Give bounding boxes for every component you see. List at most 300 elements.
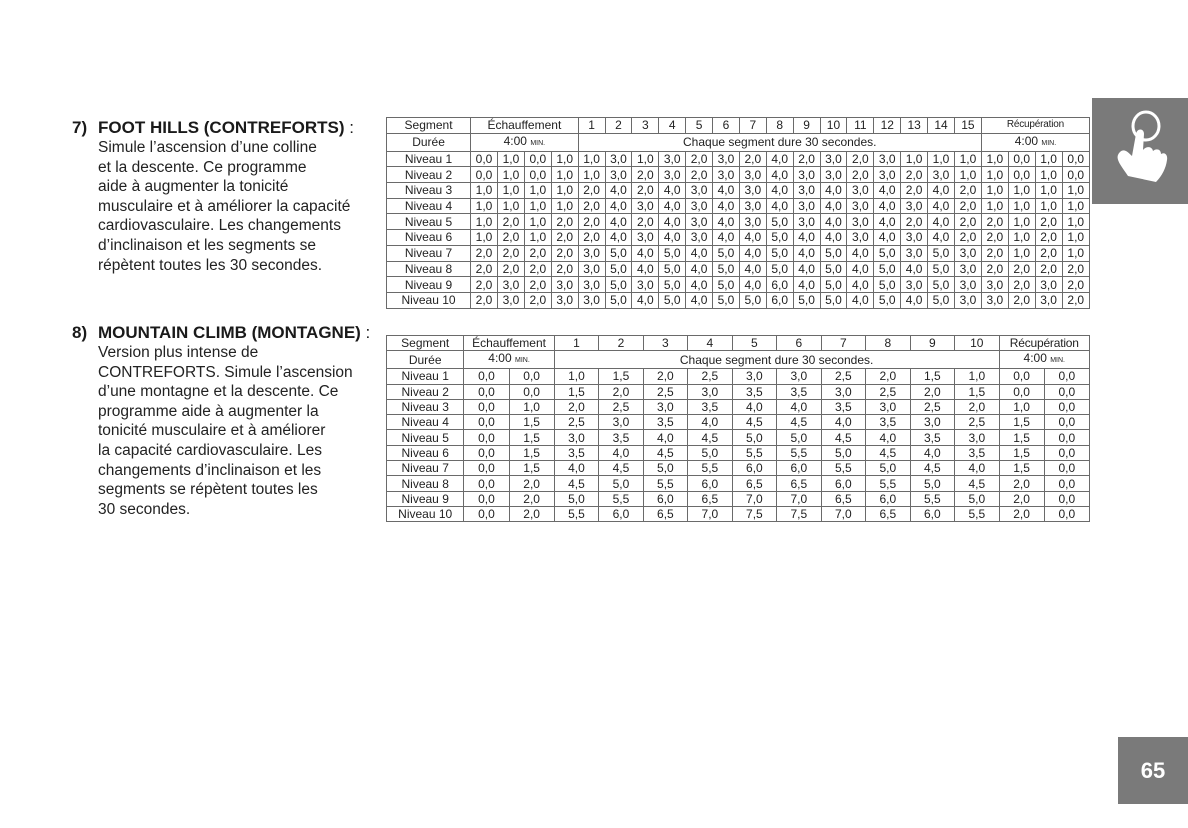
segment-incline: 3,0 [954,277,981,293]
segment-incline: 5,0 [793,292,820,308]
level-label: Niveau 10 [387,292,471,308]
segment-incline: 3,5 [866,415,910,430]
segment-incline: 7,5 [777,506,821,521]
page-number: 65 [1118,737,1188,804]
segment-incline: 5,0 [866,461,910,476]
segment-incline: 3,0 [955,430,999,445]
segment-incline: 3,0 [686,198,713,214]
segment-incline: 4,0 [605,183,632,199]
level-label: Niveau 5 [387,430,464,445]
warmup-incline: 0,0 [464,415,509,430]
level-label: Niveau 1 [387,151,471,167]
segment-incline: 2,0 [847,167,874,183]
level-row [387,476,1090,491]
segment-number: 11 [847,118,874,134]
segment-incline: 5,0 [605,245,632,261]
segment-incline: 4,0 [901,261,928,277]
segment-incline: 3,5 [599,430,643,445]
segment-incline: 5,0 [820,277,847,293]
cooldown-incline: 1,0 [1008,183,1035,199]
segment-incline: 3,0 [866,399,910,414]
cooldown-incline: 0,0 [1044,399,1089,414]
segment-incline: 3,0 [739,183,766,199]
cooldown-incline: 2,0 [999,491,1044,506]
segment-incline: 4,0 [874,214,901,230]
segment-incline: 4,0 [820,214,847,230]
warmup-duration [464,351,554,369]
segment-incline: 3,5 [821,399,865,414]
level-row [387,167,1090,183]
warmup-incline: 1,0 [524,214,551,230]
segment-incline: 3,0 [578,261,605,277]
description-line: segments se répètent toutes les [98,481,318,499]
cooldown-incline: 2,0 [981,214,1008,230]
program-number: 7) [72,118,88,137]
warmup-header: Échauffement [471,118,579,134]
warmup-incline: 1,0 [551,198,578,214]
segment-incline: 6,0 [777,461,821,476]
duration-unit: MIN. [530,139,546,147]
level-row [387,183,1090,199]
segment-incline: 3,0 [793,167,820,183]
segment-incline: 3,0 [599,415,643,430]
segment-incline: 3,0 [605,167,632,183]
cooldown-incline: 1,0 [1062,183,1089,199]
cooldown-incline: 0,0 [1008,167,1035,183]
warmup-incline: 2,0 [551,214,578,230]
segment-incline: 4,0 [554,461,598,476]
level-row [387,230,1090,246]
cooldown-duration [981,133,1089,151]
segment-incline: 7,5 [732,506,776,521]
segment-incline: 4,0 [777,399,821,414]
segment-number: 10 [820,118,847,134]
segment-incline: 4,0 [659,230,686,246]
cooldown-incline: 1,0 [981,167,1008,183]
segment-incline: 5,0 [732,430,776,445]
segment-incline: 4,0 [643,430,687,445]
segment-incline: 4,0 [874,183,901,199]
level-row [387,214,1090,230]
description-line: Simule l’ascension d’une colline [98,139,317,156]
cooldown-incline: 1,0 [1035,198,1062,214]
segment-incline: 1,0 [955,369,999,384]
segment-incline: 4,0 [659,183,686,199]
cooldown-incline: 2,0 [1062,261,1089,277]
segment-incline: 5,0 [766,230,793,246]
level-row [387,506,1090,521]
segment-incline: 5,0 [713,292,740,308]
cooldown-incline: 1,0 [1008,230,1035,246]
level-label: Niveau 9 [387,491,464,506]
segment-number: 13 [901,118,928,134]
segment-incline: 5,5 [688,461,732,476]
segment-incline: 5,0 [820,292,847,308]
segment-incline: 5,0 [713,261,740,277]
segment-header: Segment [387,336,464,351]
program-mountain-climb [72,323,372,519]
cooldown-incline: 0,0 [1044,476,1089,491]
segment-incline: 3,5 [732,384,776,399]
segment-incline: 3,0 [874,151,901,167]
level-row [387,399,1090,414]
segment-incline: 2,5 [554,415,598,430]
header-row [387,118,1090,134]
segment-incline: 3,5 [688,399,732,414]
warmup-incline: 1,0 [471,214,498,230]
segment-incline: 5,0 [659,292,686,308]
segment-incline: 4,0 [874,230,901,246]
segment-incline: 1,0 [928,151,955,167]
segment-number: 14 [928,118,955,134]
segment-incline: 4,0 [686,292,713,308]
cooldown-duration [999,351,1089,369]
segment-incline: 4,0 [659,214,686,230]
segment-incline: 4,0 [659,198,686,214]
segment-incline: 5,5 [821,461,865,476]
warmup-incline: 0,0 [464,461,509,476]
warmup-incline: 2,0 [524,245,551,261]
segment-incline: 3,0 [820,151,847,167]
segment-incline: 4,0 [739,245,766,261]
segment-number: 5 [732,336,776,351]
description-line: répètent toutes les 30 secondes. [98,256,323,274]
segment-incline: 7,0 [688,506,732,521]
level-row [387,384,1090,399]
section-tab [1092,98,1188,204]
cooldown-incline: 3,0 [1035,277,1062,293]
segment-number: 2 [605,118,632,134]
level-label: Niveau 2 [387,167,471,183]
segment-number: 7 [739,118,766,134]
segment-incline: 5,0 [739,292,766,308]
warmup-incline: 0,0 [464,506,509,521]
segment-incline: 4,0 [632,292,659,308]
header-row [387,336,1090,351]
segment-number: 12 [874,118,901,134]
segment-incline: 3,0 [643,399,687,414]
segment-incline: 5,5 [643,476,687,491]
segment-incline: 4,0 [928,214,955,230]
warmup-incline: 1,0 [497,167,524,183]
segment-incline: 3,0 [777,369,821,384]
cooldown-incline: 0,0 [1044,506,1089,521]
segment-incline: 7,0 [821,506,865,521]
segment-incline: 3,0 [632,198,659,214]
cooldown-incline: 3,0 [1035,292,1062,308]
warmup-incline: 2,0 [524,261,551,277]
duration-unit: MIN. [515,357,530,365]
cooldown-incline: 2,0 [1008,261,1035,277]
segment-incline: 5,0 [643,461,687,476]
description-line: CONTREFORTS. Simule l’ascension [98,363,353,381]
segment-incline: 2,0 [955,399,999,414]
program-number: 8) [72,323,88,342]
segment-number: 7 [821,336,865,351]
duration-label: Durée [387,133,471,151]
program-heading [72,118,372,138]
description-line: tonicité musculaire et à améliorer [98,422,326,440]
warmup-incline: 1,0 [497,183,524,199]
warmup-incline: 3,0 [497,277,524,293]
segment-incline: 5,0 [874,245,901,261]
level-label: Niveau 8 [387,476,464,491]
segment-incline: 5,0 [928,292,955,308]
cooldown-incline: 0,0 [1062,151,1089,167]
segment-incline: 4,5 [910,461,954,476]
level-row [387,461,1090,476]
cooldown-incline: 2,0 [999,476,1044,491]
segment-incline: 3,0 [739,167,766,183]
segment-incline: 3,0 [910,415,954,430]
heading-colon: : [360,323,371,342]
segment-incline: 3,0 [793,183,820,199]
segment-incline: 4,0 [793,277,820,293]
level-row [387,430,1090,445]
foot-hills-table [386,117,1090,309]
segment-incline: 2,0 [632,214,659,230]
cooldown-incline: 1,0 [1062,214,1089,230]
description-line: aide à augmenter la tonicité [98,178,289,196]
level-label: Niveau 8 [387,261,471,277]
warmup-incline: 1,0 [497,198,524,214]
segment-incline: 4,5 [866,445,910,460]
segment-incline: 2,0 [901,183,928,199]
cooldown-incline: 1,0 [1035,151,1062,167]
segment-incline: 3,0 [686,183,713,199]
cooldown-incline: 0,0 [1044,461,1089,476]
segment-incline: 5,0 [766,245,793,261]
warmup-incline: 1,0 [471,198,498,214]
segment-incline: 6,5 [821,491,865,506]
program-title: FOOT HILLS (CONTREFORTS) [98,118,345,137]
segment-incline: 4,0 [793,245,820,261]
level-label: Niveau 6 [387,445,464,460]
segment-incline: 4,0 [732,399,776,414]
cooldown-incline: 0,0 [1044,384,1089,399]
warmup-incline: 1,0 [524,230,551,246]
cooldown-incline: 1,0 [999,399,1044,414]
segment-incline: 1,0 [578,151,605,167]
segment-incline: 4,5 [599,461,643,476]
segment-incline: 6,5 [777,476,821,491]
cooldown-incline: 1,0 [1008,245,1035,261]
segment-incline: 1,5 [554,384,598,399]
segment-incline: 2,0 [632,183,659,199]
warmup-incline: 2,0 [524,292,551,308]
duration-unit: MIN. [1041,139,1057,147]
mountain-climb-table [386,335,1090,522]
program-heading [72,323,372,343]
segment-incline: 5,0 [766,214,793,230]
segment-incline: 2,5 [910,399,954,414]
level-row [387,369,1090,384]
level-row [387,415,1090,430]
warmup-incline: 1,0 [551,183,578,199]
segment-incline: 2,0 [847,151,874,167]
segment-number: 2 [599,336,643,351]
segment-incline: 4,0 [686,277,713,293]
segment-incline: 2,5 [643,384,687,399]
segment-incline: 4,0 [739,230,766,246]
segment-incline: 3,0 [659,151,686,167]
description-line: musculaire et à améliorer la capacité [98,197,351,215]
segment-incline: 2,5 [866,384,910,399]
segment-incline: 4,0 [713,183,740,199]
segment-incline: 5,0 [766,261,793,277]
segment-incline: 3,5 [910,430,954,445]
cooldown-incline: 0,0 [1044,415,1089,430]
cooldown-incline: 1,0 [1035,167,1062,183]
segment-incline: 5,0 [605,261,632,277]
level-row [387,277,1090,293]
warmup-incline: 2,0 [509,491,554,506]
warmup-incline: 2,0 [509,476,554,491]
segment-number: 6 [713,118,740,134]
segment-incline: 2,0 [643,369,687,384]
segment-incline: 3,0 [874,167,901,183]
description-line: d’inclinaison et les segments se [98,236,316,254]
level-label: Niveau 9 [387,277,471,293]
segment-number: 8 [766,118,793,134]
warmup-incline: 0,0 [464,491,509,506]
segment-incline: 5,5 [866,476,910,491]
cooldown-header: Récupération [999,336,1089,351]
level-row [387,292,1090,308]
segment-incline: 3,0 [793,198,820,214]
segment-incline: 4,5 [777,415,821,430]
segment-incline: 6,0 [643,491,687,506]
segment-incline: 5,0 [928,245,955,261]
segment-incline: 4,0 [910,445,954,460]
segment-incline: 4,0 [766,183,793,199]
segment-incline: 4,0 [793,261,820,277]
level-label: Niveau 6 [387,230,471,246]
description-line: et la descente. Ce programme [98,158,307,176]
segment-incline: 5,5 [599,491,643,506]
segment-incline: 5,0 [777,430,821,445]
segment-number: 8 [866,336,910,351]
segment-incline: 3,0 [578,277,605,293]
segment-incline: 2,5 [955,415,999,430]
cooldown-incline: 2,0 [981,245,1008,261]
description-line: cardiovasculaire. Les changements [98,217,341,235]
segment-incline: 3,0 [954,292,981,308]
program-title: MOUNTAIN CLIMB (MONTAGNE) [98,323,361,342]
segment-incline: 6,0 [910,506,954,521]
warmup-incline: 1,0 [497,151,524,167]
segment-number: 1 [578,118,605,134]
heading-colon: : [344,118,354,137]
segment-incline: 5,0 [928,277,955,293]
segment-incline: 3,0 [713,151,740,167]
segment-incline: 3,0 [578,245,605,261]
description-line: Version plus intense de [98,344,259,361]
segment-incline: 3,5 [643,415,687,430]
segment-incline: 4,5 [955,476,999,491]
segment-incline: 2,0 [901,167,928,183]
segment-incline: 1,5 [910,369,954,384]
segment-incline: 2,0 [578,183,605,199]
segment-incline: 2,5 [821,369,865,384]
segment-incline: 6,0 [866,491,910,506]
segment-incline: 4,0 [928,230,955,246]
segment-incline: 4,5 [821,430,865,445]
level-label: Niveau 3 [387,399,464,414]
warmup-duration [471,133,579,151]
segment-incline: 4,0 [766,167,793,183]
segment-incline: 6,0 [599,506,643,521]
segment-incline: 4,0 [713,214,740,230]
segment-incline: 4,0 [766,198,793,214]
level-row [387,245,1090,261]
segment-incline: 3,5 [554,445,598,460]
segment-incline: 1,0 [954,167,981,183]
segment-incline: 4,0 [766,151,793,167]
segment-incline: 2,0 [866,369,910,384]
warmup-incline: 0,0 [524,151,551,167]
program-description [98,343,372,519]
segment-incline: 5,0 [688,445,732,460]
segment-incline: 3,0 [688,384,732,399]
segment-incline: 3,5 [777,384,821,399]
segment-incline: 1,5 [599,369,643,384]
segment-incline: 3,0 [554,430,598,445]
level-row [387,445,1090,460]
cooldown-incline: 1,0 [981,151,1008,167]
segment-incline: 7,0 [732,491,776,506]
segment-incline: 3,0 [578,292,605,308]
segment-incline: 6,5 [643,506,687,521]
segment-incline: 5,0 [659,245,686,261]
level-label: Niveau 5 [387,214,471,230]
warmup-incline: 1,0 [551,167,578,183]
segment-incline: 4,0 [874,198,901,214]
segment-incline: 7,0 [777,491,821,506]
duration-label: Durée [387,351,464,369]
warmup-header: Échauffement [464,336,554,351]
segment-incline: 1,5 [955,384,999,399]
segment-incline: 4,0 [599,445,643,460]
duration-row [387,351,1090,369]
warmup-incline: 2,0 [471,261,498,277]
segment-incline: 5,0 [955,491,999,506]
segment-incline: 2,0 [686,151,713,167]
segment-incline: 2,0 [599,384,643,399]
warmup-incline: 2,0 [551,230,578,246]
level-row [387,198,1090,214]
segment-incline: 4,0 [739,261,766,277]
segment-incline: 4,0 [713,230,740,246]
segment-incline: 4,0 [847,245,874,261]
segment-incline: 2,0 [739,151,766,167]
warmup-incline: 2,0 [497,214,524,230]
warmup-incline: 1,5 [509,430,554,445]
segment-incline: 4,0 [847,292,874,308]
warmup-incline: 1,0 [524,183,551,199]
segment-incline: 4,0 [955,461,999,476]
segment-incline: 6,0 [766,292,793,308]
cooldown-incline: 2,0 [1062,277,1089,293]
segment-incline: 3,0 [901,230,928,246]
segment-incline: 4,0 [820,183,847,199]
segment-number: 9 [793,118,820,134]
cooldown-incline: 1,0 [1062,198,1089,214]
segment-header: Segment [387,118,471,134]
warmup-incline: 0,0 [524,167,551,183]
warmup-incline: 2,0 [551,261,578,277]
warmup-incline: 2,0 [471,292,498,308]
